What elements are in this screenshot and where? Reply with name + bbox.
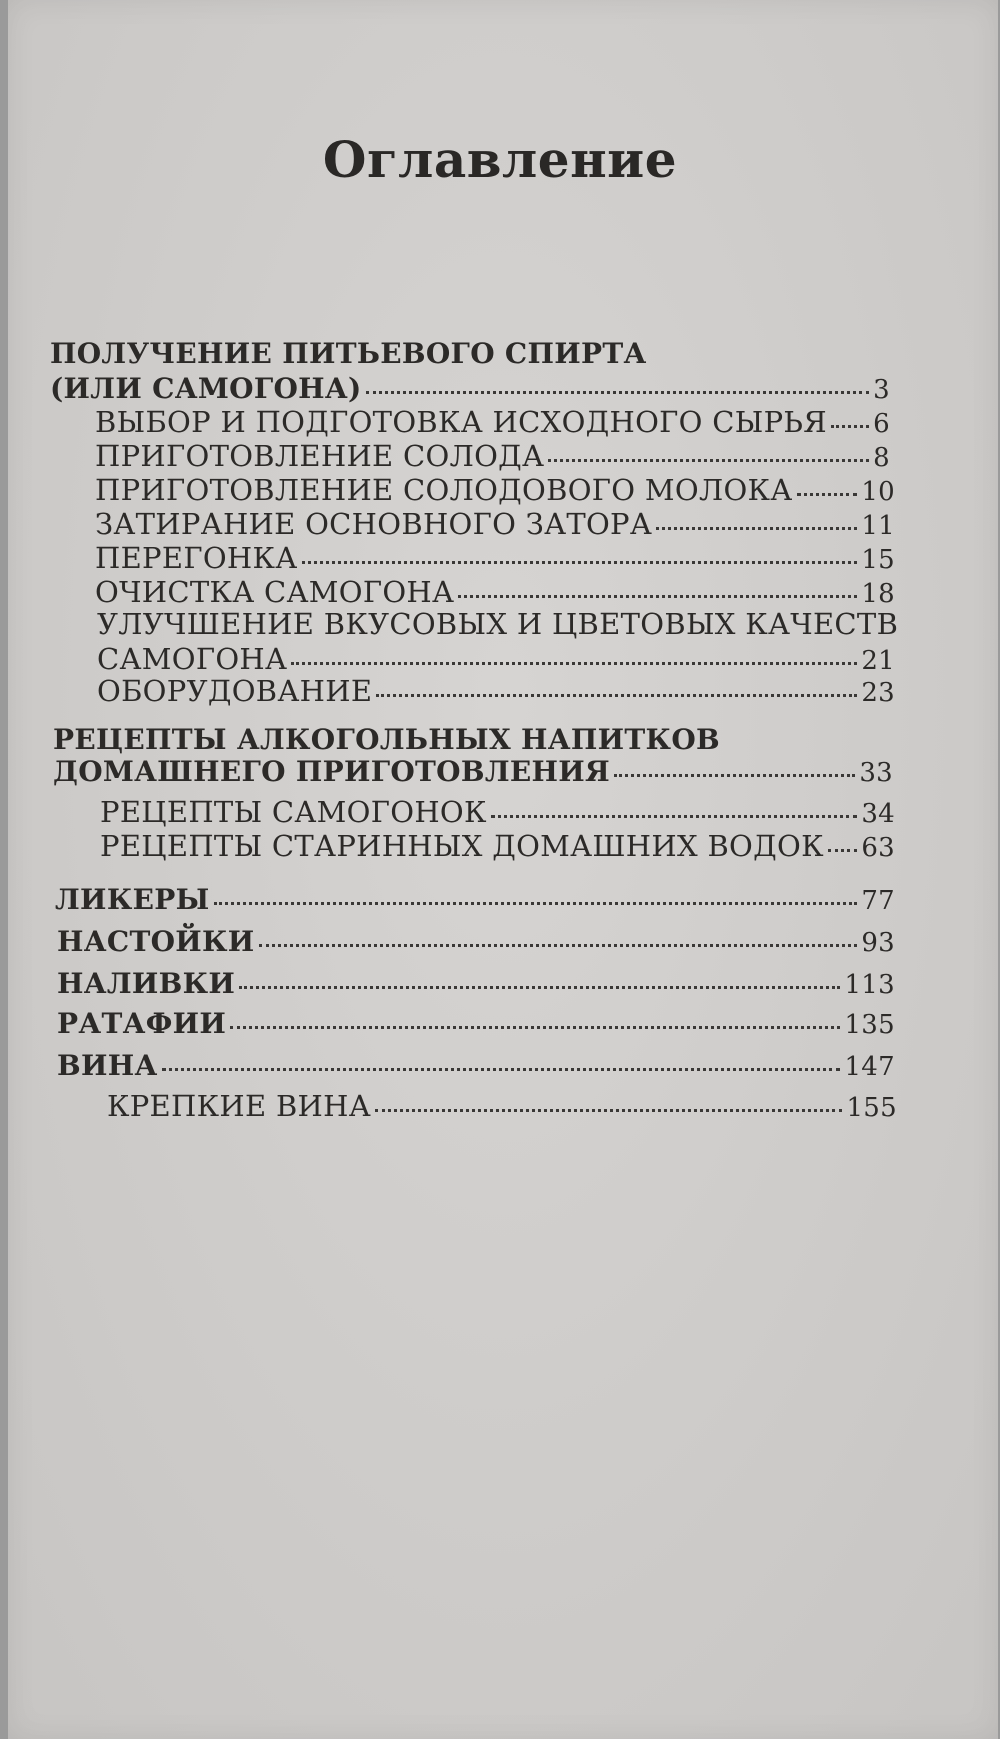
leader-dots <box>214 902 858 905</box>
leader-dots <box>656 527 857 530</box>
leader-dots <box>366 391 870 394</box>
toc-page-number: 3 <box>873 375 890 405</box>
leader-dots <box>458 595 857 598</box>
toc-page-number: 34 <box>861 799 895 829</box>
toc-entry[interactable] <box>57 925 895 958</box>
toc-entry[interactable] <box>57 967 895 1000</box>
toc-page-number: 77 <box>861 886 895 916</box>
toc-page-number: 23 <box>861 678 895 708</box>
toc-entry[interactable] <box>95 473 895 507</box>
toc-page-number: 155 <box>846 1093 897 1123</box>
toc-page-number: 63 <box>861 833 895 863</box>
toc-page-number: 18 <box>861 579 895 609</box>
leader-dots <box>302 561 858 564</box>
leader-dots <box>259 944 858 947</box>
toc-entry[interactable] <box>97 642 895 676</box>
toc-entry-title: ВИНА <box>57 1049 158 1082</box>
toc-entry-title: ДОМАШНЕГО ПРИГОТОВЛЕНИЯ <box>53 755 611 788</box>
toc-page-number: 15 <box>861 545 895 575</box>
toc-entry-title: РЕЦЕПТЫ СТАРИННЫХ ДОМАШНИХ ВОДОК <box>100 829 824 863</box>
toc-page-number: 6 <box>873 409 890 439</box>
leader-dots <box>614 774 855 777</box>
toc-entry-title: ОЧИСТКА САМОГОНА <box>95 575 455 609</box>
toc-entry[interactable] <box>95 405 890 439</box>
toc-entry[interactable] <box>100 829 895 863</box>
toc-page-number: 10 <box>861 477 895 507</box>
toc-entry[interactable] <box>95 507 895 541</box>
toc-entry-title: ПРИГОТОВЛЕНИЕ СОЛОДА <box>95 439 545 473</box>
toc-entry-title: (ИЛИ САМОГОНА) <box>50 372 362 405</box>
toc-entry[interactable] <box>100 795 895 829</box>
toc-entry-title: НАСТОЙКИ <box>57 925 255 958</box>
page-title: Оглавление <box>322 130 678 189</box>
toc-entry[interactable] <box>57 1007 895 1040</box>
toc-page-number: 8 <box>873 443 890 473</box>
leader-dots <box>491 815 858 818</box>
toc-page-number: 93 <box>861 928 895 958</box>
leader-dots <box>828 849 857 852</box>
toc-entry-title: САМОГОНА <box>97 642 288 676</box>
toc-page-number: 135 <box>844 1010 895 1040</box>
leader-dots <box>831 425 869 428</box>
toc-page-number: 147 <box>844 1052 895 1082</box>
toc-section-heading: РЕЦЕПТЫ АЛКОГОЛЬНЫХ НАПИТКОВ <box>53 723 720 756</box>
leader-dots <box>291 662 857 665</box>
toc-entry-title: ВЫБОР И ПОДГОТОВКА ИСХОДНОГО СЫРЬЯ <box>95 405 827 439</box>
leader-dots <box>376 694 857 697</box>
toc-entry-title: ПРИГОТОВЛЕНИЕ СОЛОДОВОГО МОЛОКА <box>95 473 793 507</box>
leader-dots <box>239 986 840 989</box>
toc-page-number: 113 <box>844 970 895 1000</box>
leader-dots <box>548 459 869 462</box>
toc-entry[interactable] <box>57 1049 895 1082</box>
toc-page-number: 33 <box>859 758 893 788</box>
toc-entry[interactable] <box>50 372 890 405</box>
toc-entry-title: ЗАТИРАНИЕ ОСНОВНОГО ЗАТОРА <box>95 507 653 541</box>
toc-entry-title: РЕЦЕПТЫ САМОГОНОК <box>100 795 487 829</box>
toc-entry-title: КРЕПКИЕ ВИНА <box>107 1089 371 1123</box>
leader-dots <box>375 1109 842 1112</box>
toc-entry[interactable] <box>53 755 893 788</box>
toc-page-number: 21 <box>861 646 895 676</box>
toc-entry-title-line: УЛУЧШЕНИЕ ВКУСОВЫХ И ЦВЕТОВЫХ КАЧЕСТВ <box>97 607 899 641</box>
toc-entry[interactable] <box>95 575 895 609</box>
leader-dots <box>797 493 858 496</box>
toc-entry-title: ЛИКЕРЫ <box>55 883 210 916</box>
toc-page-number: 11 <box>861 511 895 541</box>
toc-entry-title: ПЕРЕГОНКА <box>95 541 298 575</box>
toc-entry-title: НАЛИВКИ <box>57 967 236 1000</box>
toc-entry[interactable] <box>97 674 895 708</box>
toc-entry-title: РАТАФИИ <box>57 1007 227 1040</box>
toc-entry[interactable] <box>95 439 890 473</box>
leader-dots <box>162 1068 841 1071</box>
toc-entry[interactable] <box>95 541 895 575</box>
toc-section-heading: ПОЛУЧЕНИЕ ПИТЬЕВОГО СПИРТА <box>50 337 647 370</box>
toc-entry[interactable] <box>55 883 895 916</box>
toc-entry[interactable] <box>107 1089 897 1123</box>
toc-entry-title: ОБОРУДОВАНИЕ <box>97 674 373 708</box>
leader-dots <box>230 1026 840 1029</box>
